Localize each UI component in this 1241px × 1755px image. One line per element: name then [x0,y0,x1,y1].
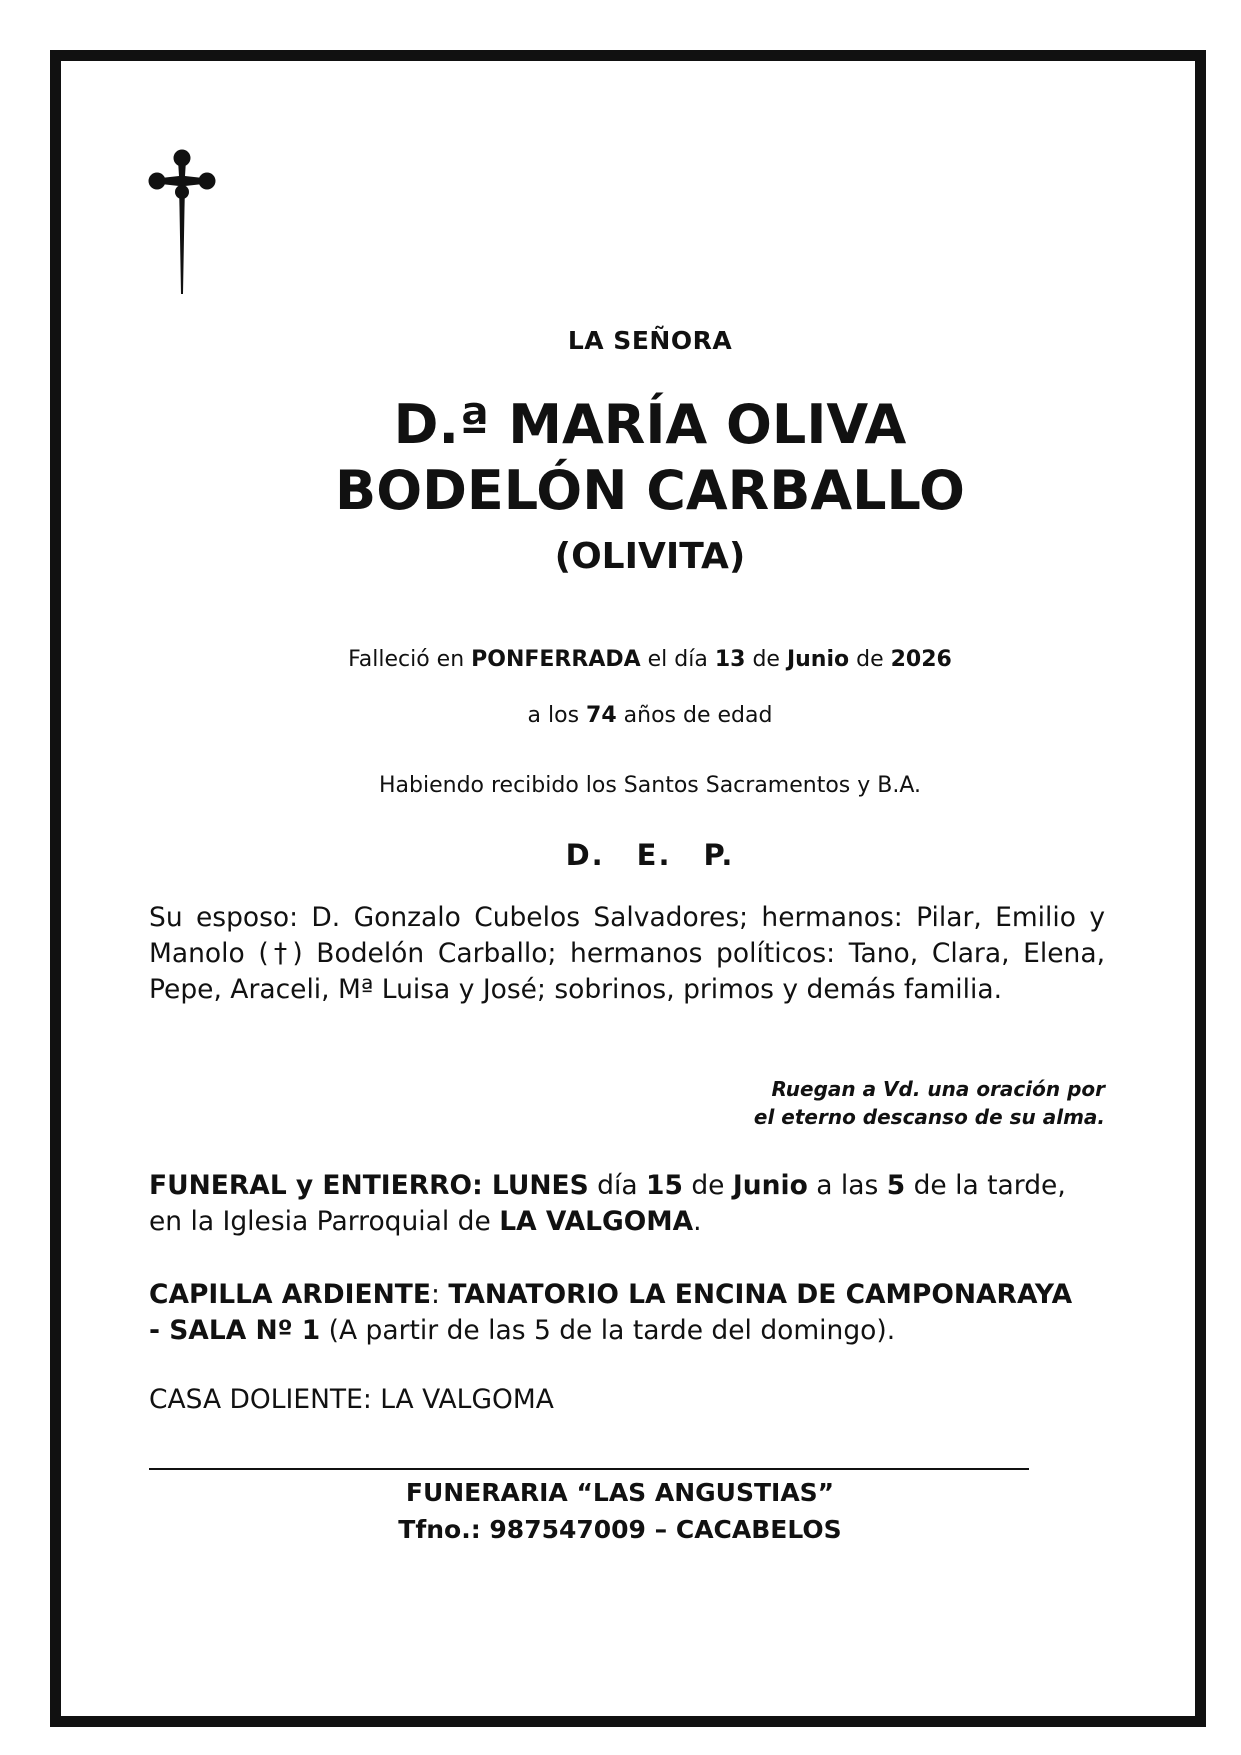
funeral-home-footer [330,1474,910,1548]
dep-p: P. [703,838,735,872]
name-line-2: BODELÓN CARBALLO [335,459,965,522]
age-prefix: a los [527,703,587,728]
cross-of-saint-james-icon [147,148,217,294]
funeral-paragraph [149,1168,1105,1240]
death-mid3: de [849,647,891,672]
funeral-home-phone: Tfno.: 987547009 – CACABELOS [398,1515,842,1544]
prayer-line-1: Ruegan a Vd. una oración por [771,1077,1105,1101]
death-month: Junio [786,647,850,672]
funeral-t1: día [588,1170,647,1201]
dep-e: E. [636,838,672,872]
name-line-1: D.ª MARÍA OLIVA [393,393,907,456]
death-mid1: el día [640,647,715,672]
death-place: PONFERRADA [471,647,641,672]
funeral-church: LA VALGOMA [499,1206,694,1237]
funeral-t3: a las [807,1170,887,1201]
death-prefix: Falleció en [348,647,472,672]
capilla-room: - SALA Nº 1 [149,1315,321,1346]
funeral-label: FUNERAL y ENTIERRO: LUNES [149,1170,589,1201]
capilla-place: TANATORIO LA ENCINA DE CAMPONARAYA [448,1279,1073,1310]
funeral-hour: 5 [886,1170,906,1201]
capilla-paragraph [149,1277,1105,1349]
family-paragraph: Su esposo: D. Gonzalo Cubelos Salvadores; hermanos: Pilar, Emilio y Manolo (†) Bodelón Carballo; hermanos políticos: Tano, Clara, Elena, Pepe, Araceli, Mª Luisa y José; sobrinos, primos y demás familia. [149,902,1105,1005]
dep-d: D. [565,838,605,872]
age-value: 74 [586,703,617,728]
funeral-t5: . [693,1206,702,1237]
funeral-t4: de la tarde, en la Iglesia Parroquial de [149,1170,1066,1237]
capilla-label: CAPILLA ARDIENTE [149,1279,431,1310]
nickname: (OLIVITA) [554,536,746,577]
death-mid2: de [745,647,787,672]
capilla-note: (A partir de las 5 de la tarde del domingo). [320,1315,896,1346]
age-suffix: años de edad [616,703,773,728]
age-line [150,703,1150,728]
funeral-home-name: FUNERARIA “LAS ANGUSTIAS” [405,1478,835,1507]
prayer-request [600,1075,1105,1131]
footer-divider [149,1468,1029,1470]
capilla-line-1 [149,1277,1105,1313]
intro-line: LA SEÑORA [567,326,733,355]
deceased-name [150,392,1150,524]
prayer-line-2: el eterno descanso de su alma. [753,1105,1105,1129]
sacraments-line: Habiendo recibido los Santos Sacramentos y B.A. [378,773,922,798]
capilla-sep: : [430,1279,449,1310]
death-line [150,647,1150,672]
death-year: 2026 [890,647,952,672]
casa-doliente: CASA DOLIENTE: LA VALGOMA [149,1384,554,1415]
funeral-month: Junio [732,1170,808,1201]
dep-line [150,838,1150,872]
capilla-line-2 [149,1313,1105,1349]
death-day: 13 [714,647,746,672]
funeral-day: 15 [646,1170,683,1201]
funeral-t2: de [682,1170,733,1201]
